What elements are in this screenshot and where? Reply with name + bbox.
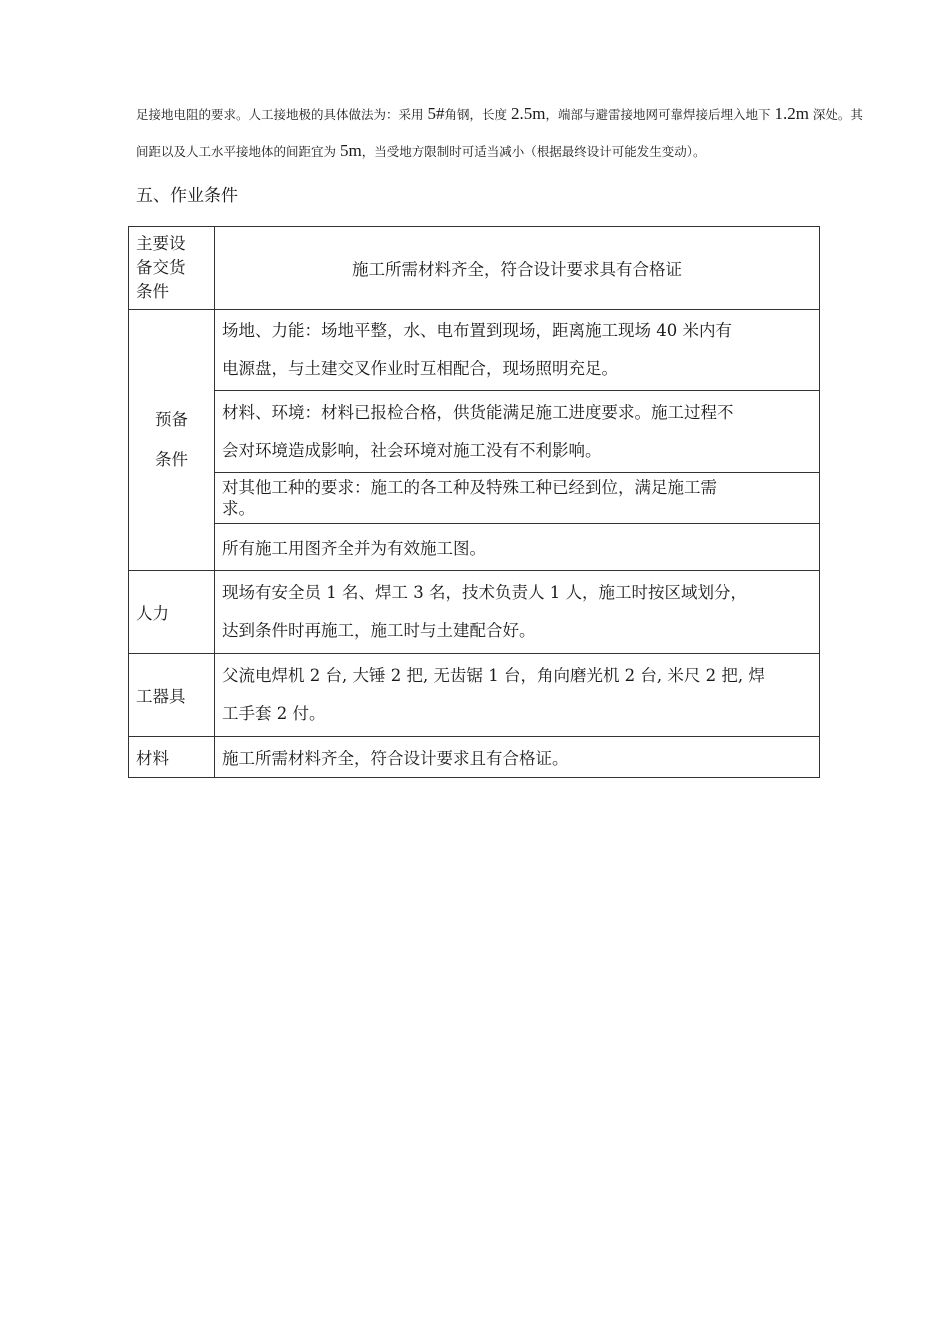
text-line: 电源盘，与土建交叉作业时互相配合，现场照明充足。 (222, 359, 618, 378)
text-line: 场地、力能：场地平整，水、电布置到现场，距离施工现场 40 米内有 (222, 321, 732, 340)
value-depth: 1.2m (774, 104, 809, 123)
text-line: 会对环境造成影响，社会环境对施工没有不利影响。 (222, 440, 602, 460)
table-row-preparation-materials (129, 391, 820, 473)
value-length: 2.5m (510, 104, 546, 123)
label-line: 备交货 (136, 258, 186, 277)
section-heading: 五、作业条件 (136, 186, 238, 206)
value-drawings (215, 524, 820, 571)
text-line: 现场有安全员 1 名、焊工 3 名，技术负责人 1 人，施工时按区域划分， (222, 583, 747, 602)
label-materials: 材料 (129, 737, 215, 778)
table-row-preparation-site (129, 310, 820, 391)
label-line: 条件 (136, 282, 169, 301)
table-row-manpower (129, 571, 820, 654)
value-tools (215, 654, 820, 737)
text-line: 对其他工种的要求：施工的各工种及特殊工种已经到位，满足施工需 (222, 478, 717, 497)
label-line: 主要设 (136, 234, 186, 253)
text-line: 父流电焊机 2 台, 大锤 2 把, 无齿锯 1 台，角向磨光机 2 台, 米尺 2 把, 焊 (222, 666, 765, 685)
table-row-tools (129, 654, 820, 737)
text-segment: 间距以及人工水平接地体的间距宜为 (136, 144, 340, 159)
paragraph-line-2 (136, 141, 896, 162)
text-line: 材料、环境：材料已报检合格，供货能满足施工进度要求。施工过程不 (222, 402, 734, 422)
text-segment: ，当受地方限制时可适当减小（根据最终设计可能发生变动）。 (361, 144, 706, 159)
text-line: 达到条件时再施工，施工时与土建配合好。 (222, 621, 536, 640)
table-row-main-equipment (129, 227, 820, 310)
text-line: 所有施工用图齐全并为有效施工图。 (222, 539, 486, 558)
value-angle-steel: 5# (427, 104, 445, 123)
text-segment: 足接地电阻的要求。人工接地极的具体做法为：采用 (136, 107, 428, 122)
value-spacing: 5m (339, 141, 362, 160)
text-segment: 角钢，长度 (444, 107, 511, 122)
value-manpower (215, 571, 820, 654)
work-conditions-table (128, 226, 820, 778)
text-line: 求。 (222, 499, 255, 518)
label-line: 条件 (155, 450, 188, 469)
value-materials-environment (215, 391, 820, 473)
value-materials: 施工所需材料齐全，符合设计要求且有合格证。 (215, 737, 820, 778)
table-row-preparation-drawings (129, 524, 820, 571)
table-row-materials (129, 737, 820, 778)
label-main-equipment (129, 227, 215, 310)
value-other-trades (215, 473, 820, 524)
label-preparation (129, 310, 215, 571)
label-tools: 工器具 (129, 654, 215, 737)
text-line: 工手套 2 付。 (222, 704, 326, 723)
table-row-preparation-trades (129, 473, 820, 524)
label-manpower: 人力 (129, 571, 215, 654)
value-main-equipment: 施工所需材料齐全，符合设计要求具有合格证 (215, 227, 820, 310)
paragraph-line-1 (136, 104, 896, 125)
label-line: 预备 (155, 410, 188, 429)
value-site-power (215, 310, 820, 391)
text-segment: 深处。其 (808, 107, 863, 122)
text-segment: ，端部与避雷接地网可靠焊接后埋入地下 (545, 107, 775, 122)
